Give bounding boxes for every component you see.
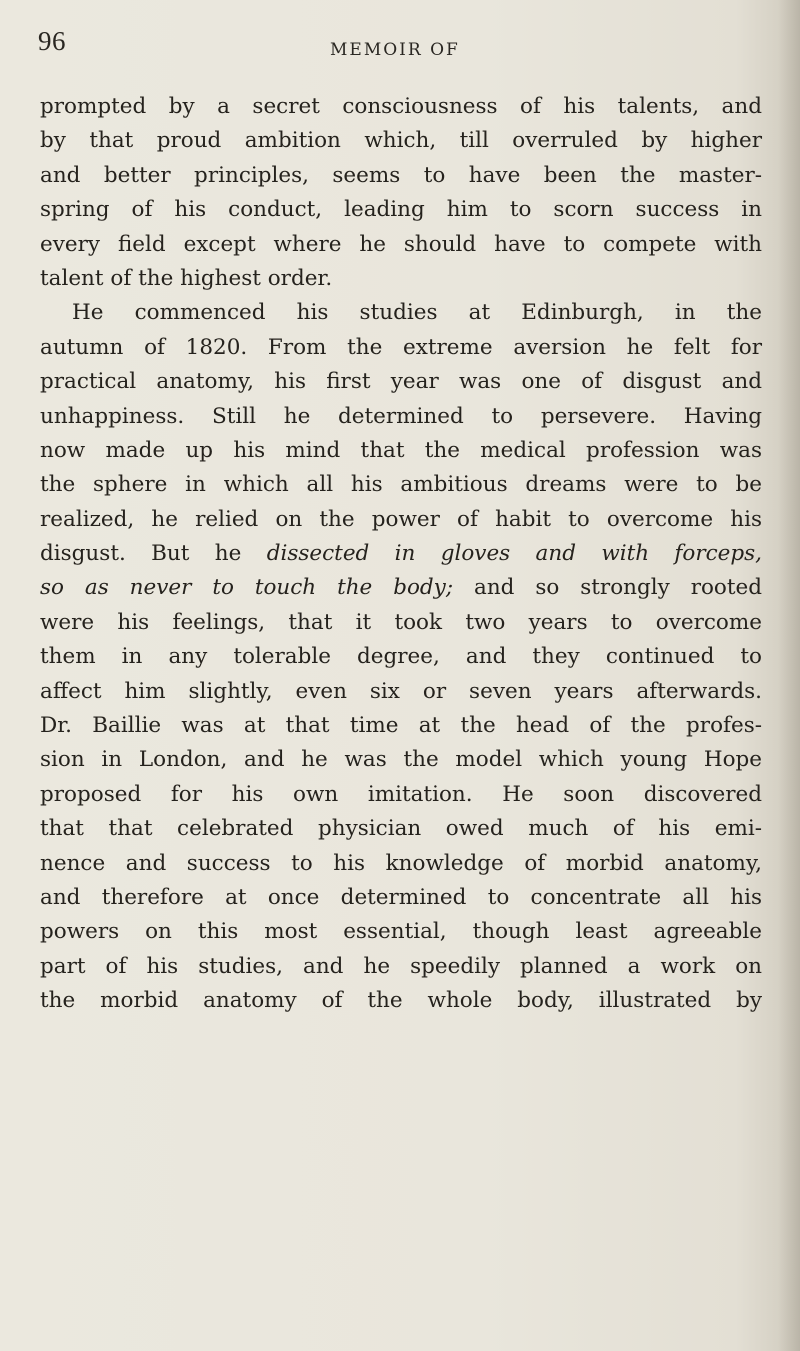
text-line: sion in London, and he was the model which young Hope <box>40 747 762 773</box>
text-line-mixed <box>40 537 762 571</box>
text-line: every field except where he should have to compete with <box>40 231 762 257</box>
text-line: powers on this most essential, though least agreeable <box>40 919 762 945</box>
body-text <box>40 90 762 1019</box>
text-line: nence and success to his knowledge of morbid anatomy, <box>40 850 762 876</box>
text-line: Dr. Baillie was at that time at the head of the profes- <box>40 713 762 739</box>
italic-run: so as never to touch the body; <box>40 575 454 601</box>
text-line: by that proud ambition which, till overruled by higher <box>40 128 762 154</box>
text-line: the sphere in which all his ambitious dreams were to be <box>40 472 762 498</box>
text-run: disgust. But he <box>40 541 242 567</box>
text-line: affect him slightly, even six or seven years afterwards. <box>40 678 762 704</box>
running-head: MEMOIR OF <box>330 40 460 60</box>
text-line: and therefore at once determined to concentrate all his <box>40 884 762 910</box>
text-line: practical anatomy, his first year was one of disgust and <box>40 369 762 395</box>
text-line: autumn of 1820. From the extreme aversion he felt for <box>40 334 762 360</box>
text-line: part of his studies, and he speedily planned a work on <box>40 953 762 979</box>
text-line-mixed <box>40 571 762 605</box>
page-number: 96 <box>38 26 66 56</box>
text-line: unhappiness. Still he determined to persevere. Having <box>40 403 762 429</box>
page-edge-shadow <box>778 0 800 1351</box>
text-run: and so strongly rooted <box>474 575 762 601</box>
text-line: realized, he relied on the power of habit to overcome his <box>40 506 762 532</box>
text-line: them in any tolerable degree, and they continued to <box>40 644 762 670</box>
text-line: spring of his conduct, leading him to scorn success in <box>40 197 762 223</box>
text-line: prompted by a secret consciousness of his talents, and <box>40 94 762 119</box>
text-line: were his feelings, that it took two years to overcome <box>40 609 762 635</box>
text-line: now made up his mind that the medical profession was <box>40 437 762 463</box>
text-line: the morbid anatomy of the whole body, illustrated by <box>40 988 762 1014</box>
italic-run: dissected in gloves and with forceps, <box>266 541 762 567</box>
text-line: proposed for his own imitation. He soon discovered <box>40 781 762 807</box>
text-line: He commenced his studies at Edinburgh, in the <box>72 300 762 326</box>
text-line: talent of the highest order. <box>40 265 333 291</box>
text-line: that that celebrated physician owed much of his emi- <box>40 816 762 842</box>
text-line: and better principles, seems to have been the master- <box>40 162 762 188</box>
